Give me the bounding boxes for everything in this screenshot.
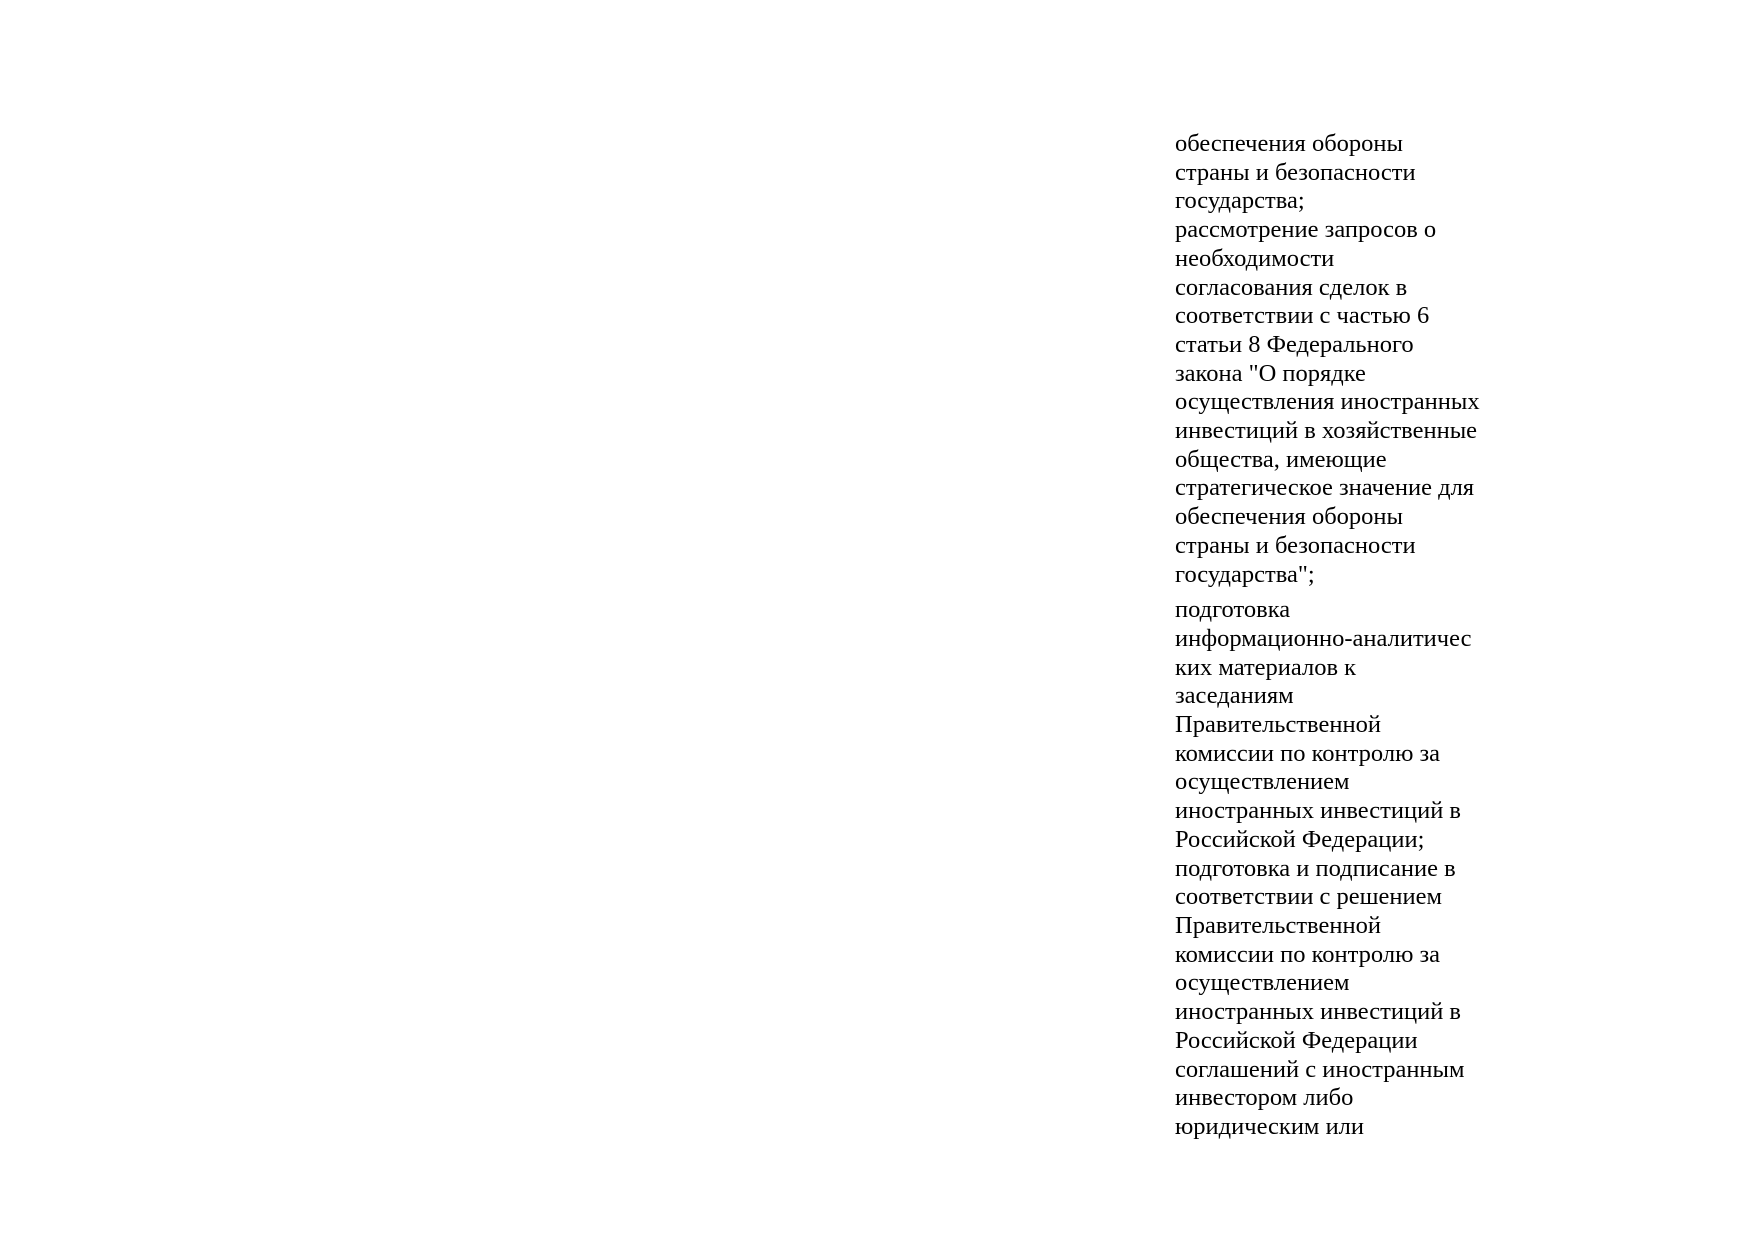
text-line: осуществлением [1175, 768, 1350, 796]
text-line: подготовка [1175, 596, 1291, 624]
text-line: инвестором либо [1175, 1084, 1354, 1112]
text-line: стратегическое значение для [1175, 474, 1475, 502]
text-line: иностранных инвестиций в [1175, 998, 1461, 1026]
text-line: соответствии с частью 6 [1175, 302, 1430, 330]
text-line: Российской Федерации; [1175, 825, 1425, 853]
text-line: юридическим или [1175, 1112, 1365, 1140]
text-line: рассмотрение запросов о [1175, 216, 1437, 244]
text-line: осуществлением [1175, 969, 1350, 997]
text-line: соответствии с решением [1175, 883, 1443, 911]
text-line: обеспечения обороны [1175, 130, 1403, 157]
text-line: инвестиций в хозяйственные [1175, 417, 1478, 445]
text-line: Правительственной [1175, 711, 1381, 739]
text-line: информационно-аналитичес [1175, 624, 1472, 652]
text-line: необходимости [1175, 244, 1335, 272]
text-line: страны и безопасности [1175, 531, 1416, 559]
text-line: Правительственной [1175, 911, 1381, 939]
text-line: соглашений с иностранным [1175, 1055, 1465, 1083]
text-line: обеспечения обороны [1175, 503, 1403, 531]
text-line: Российской Федерации [1175, 1026, 1418, 1054]
paragraph-2 [1175, 596, 1505, 1141]
text-line: ких материалов к [1175, 653, 1357, 681]
text-line: комиссии по контролю за [1175, 739, 1441, 767]
text-line: общества, имеющие [1175, 445, 1387, 473]
paragraph-1 [1175, 130, 1505, 589]
text-line: согласования сделок в [1175, 273, 1408, 301]
text-line: государства"; [1175, 560, 1315, 588]
text-line: комиссии по контролю за [1175, 940, 1441, 968]
text-line: закона "О порядке [1175, 359, 1366, 387]
text-line: подготовка и подписание в [1175, 854, 1456, 882]
text-line: страны и безопасности [1175, 158, 1416, 186]
text-line: иностранных инвестиций в [1175, 797, 1461, 825]
text-line: осуществления иностранных [1175, 388, 1480, 416]
text-line: заседаниям [1175, 682, 1294, 710]
text-line: государства; [1175, 187, 1305, 215]
text-column [1175, 130, 1505, 1142]
text-line: статьи 8 Федерального [1175, 330, 1414, 358]
